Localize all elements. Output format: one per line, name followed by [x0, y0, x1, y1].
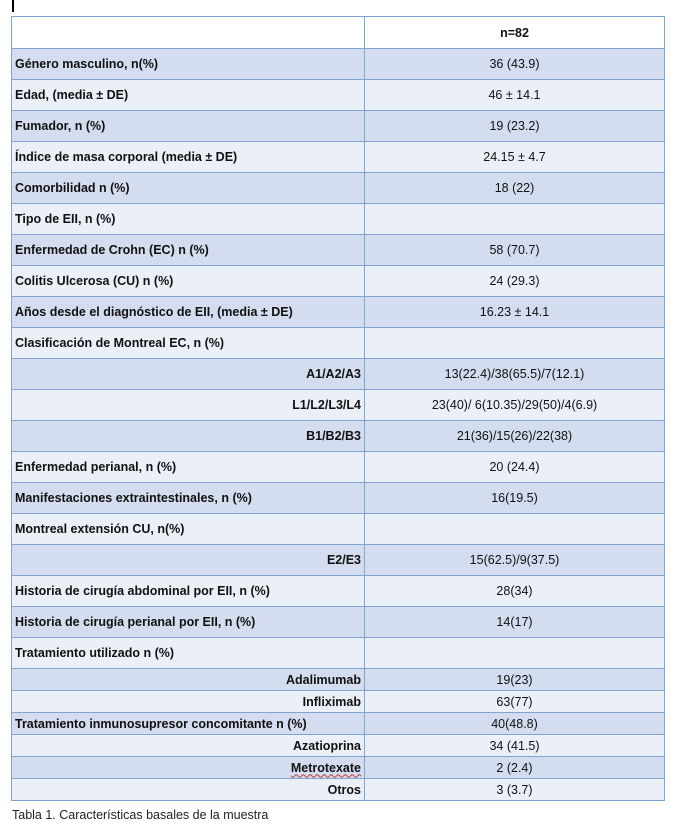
row-label-text: Otros: [327, 782, 361, 797]
row-label-text: L1/L2/L3/L4: [292, 398, 361, 412]
row-label: [12, 452, 365, 483]
table-row: [12, 173, 665, 204]
row-label-text: Tratamiento inmunosupresor concomitante n (%): [15, 716, 307, 731]
row-label: [12, 80, 365, 111]
row-value: [365, 328, 665, 359]
row-label: [12, 669, 365, 691]
row-value: 19(23): [365, 669, 665, 691]
table-row: [12, 691, 665, 713]
table-row: [12, 204, 665, 235]
row-label-text: Montreal extensión CU, n(%): [15, 522, 185, 536]
row-label: [12, 173, 365, 204]
row-label-text: Años desde el diagnóstico de EII, (media ± DE): [15, 305, 293, 319]
row-label-text: Manifestaciones extraintestinales, n (%): [15, 491, 252, 505]
row-label: [12, 545, 365, 576]
row-label: [12, 328, 365, 359]
table-row: [12, 669, 665, 691]
row-label-text: Azatioprina: [292, 738, 361, 753]
table-row: [12, 545, 665, 576]
header-label-cell: [12, 17, 365, 49]
row-value: 13(22.4)/38(65.5)/7(12.1): [365, 359, 665, 390]
table-row: [12, 735, 665, 757]
row-value: 23(40)/ 6(10.35)/29(50)/4(6.9): [365, 390, 665, 421]
table-row: [12, 328, 665, 359]
row-value: 58 (70.7): [365, 235, 665, 266]
row-value: 46 ± 14.1: [365, 80, 665, 111]
row-value: 24 (29.3): [365, 266, 665, 297]
row-value: 16.23 ± 14.1: [365, 297, 665, 328]
row-value: 19 (23.2): [365, 111, 665, 142]
row-value: 18 (22): [365, 173, 665, 204]
row-label: [12, 359, 365, 390]
row-label: [12, 638, 365, 669]
row-value: 2 (2.4): [365, 757, 665, 779]
table-row: [12, 483, 665, 514]
row-label: [12, 390, 365, 421]
table-row: [12, 359, 665, 390]
row-label-text: Enfermedad de Crohn (EC) n (%): [15, 243, 209, 257]
table-row: [12, 638, 665, 669]
table-caption: Tabla 1. Características basales de la muestra: [12, 808, 269, 822]
table-row: [12, 266, 665, 297]
row-label: [12, 607, 365, 638]
row-value: 34 (41.5): [365, 735, 665, 757]
row-label-text: B1/B2/B3: [306, 429, 361, 443]
row-value: 16(19.5): [365, 483, 665, 514]
row-label-text: A1/A2/A3: [306, 367, 361, 381]
row-label: [12, 235, 365, 266]
table-row: [12, 297, 665, 328]
row-label-text: Historia de cirugía abdominal por EII, n (%): [15, 584, 270, 598]
row-value: 63(77): [365, 691, 665, 713]
table-row: [12, 607, 665, 638]
row-label-text: Tipo de EII, n (%): [15, 212, 116, 226]
row-label: [12, 576, 365, 607]
row-label: [12, 204, 365, 235]
table-row: [12, 111, 665, 142]
text-cursor: [12, 0, 14, 12]
row-value: 15(62.5)/9(37.5): [365, 545, 665, 576]
row-value: 40(48.8): [365, 713, 665, 735]
row-value: 21(36)/15(26)/22(38): [365, 421, 665, 452]
row-label-text: Género masculino, n(%): [15, 57, 159, 71]
table-row: [12, 757, 665, 779]
table-row: [12, 421, 665, 452]
row-value: 36 (43.9): [365, 49, 665, 80]
row-label-text: Clasificación de Montreal EC, n (%): [15, 336, 225, 350]
row-label: [12, 142, 365, 173]
table-header-row: [12, 17, 665, 49]
row-label: [12, 779, 365, 801]
row-label-text: Metrotexate: [290, 760, 361, 775]
table-row: [12, 713, 665, 735]
row-label: [12, 49, 365, 80]
row-label: [12, 111, 365, 142]
row-label-text: Historia de cirugía perianal por EII, n (%): [15, 615, 256, 629]
table-row: [12, 80, 665, 111]
header-sample-size: n=82: [365, 17, 665, 49]
row-label-text: Infliximab: [302, 694, 361, 709]
row-value: 24.15 ± 4.7: [365, 142, 665, 173]
row-label: [12, 757, 365, 779]
row-label-text: Tratamiento utilizado n (%): [15, 646, 175, 660]
row-label-text: Adalimumab: [285, 672, 361, 687]
row-label: [12, 421, 365, 452]
table-row: [12, 49, 665, 80]
row-value: 3 (3.7): [365, 779, 665, 801]
row-label-text: Edad, (media ± DE): [15, 88, 129, 102]
row-value: [365, 514, 665, 545]
row-label: [12, 735, 365, 757]
row-label-text: Índice de masa corporal (media ± DE): [15, 150, 238, 164]
row-value: 20 (24.4): [365, 452, 665, 483]
row-label-text: Fumador, n (%): [15, 119, 106, 133]
row-label-text: E2/E3: [326, 553, 361, 567]
table-row: [12, 142, 665, 173]
row-label: [12, 483, 365, 514]
row-label-text: Colitis Ulcerosa (CU) n (%): [15, 274, 174, 288]
row-label: [12, 713, 365, 735]
table-row: [12, 235, 665, 266]
row-value: [365, 638, 665, 669]
table-row: [12, 514, 665, 545]
table-row: [12, 452, 665, 483]
row-value: [365, 204, 665, 235]
row-label-text: Enfermedad perianal, n (%): [15, 460, 177, 474]
row-label: [12, 297, 365, 328]
row-value: 14(17): [365, 607, 665, 638]
baseline-characteristics-table: [11, 16, 665, 801]
table-row: [12, 779, 665, 801]
row-value: 28(34): [365, 576, 665, 607]
row-label-text: Comorbilidad n (%): [15, 181, 130, 195]
row-label: [12, 266, 365, 297]
row-label: [12, 691, 365, 713]
row-label: [12, 514, 365, 545]
table-row: [12, 390, 665, 421]
table-row: [12, 576, 665, 607]
